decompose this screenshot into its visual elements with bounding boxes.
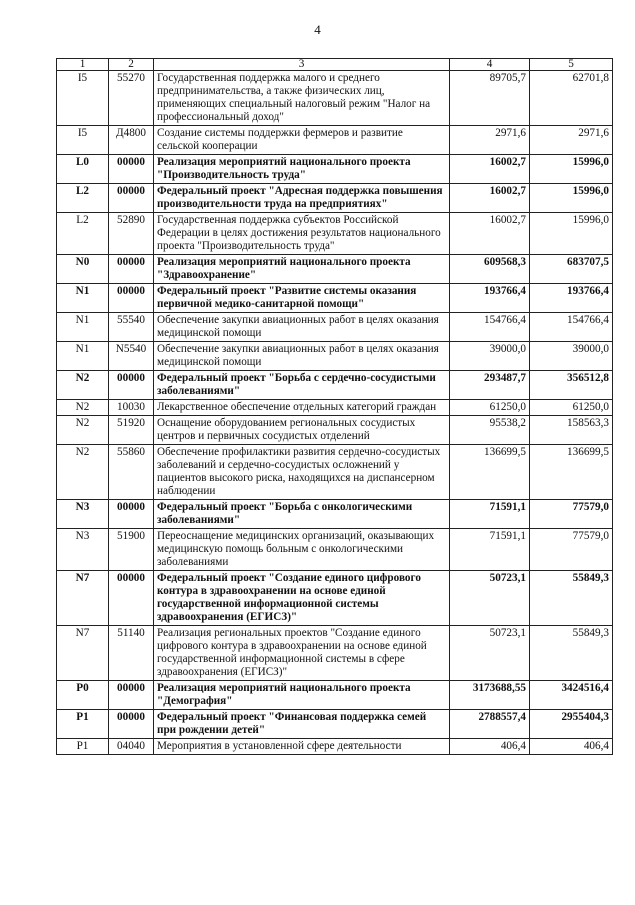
amount-year1-cell: 71591,1	[450, 529, 530, 571]
description-cell: Федеральный проект "Развитие системы оказания первичной медико-санитарной помощи"	[154, 284, 450, 313]
program-code-cell: N1	[57, 342, 109, 371]
column-header-1: 1	[57, 59, 109, 71]
description-cell: Государственная поддержка субъектов Российской Федерации в целях достижения результатов национального проекта "Производительность труда"	[154, 213, 450, 255]
amount-year2-cell: 683707,5	[530, 255, 613, 284]
description-cell: Создание системы поддержки фермеров и развитие сельской кооперации	[154, 126, 450, 155]
amount-year1-cell: 16002,7	[450, 155, 530, 184]
description-cell: Лекарственное обеспечение отдельных категорий граждан	[154, 400, 450, 416]
amount-year2-cell: 55849,3	[530, 626, 613, 681]
table-row	[57, 626, 613, 681]
description-cell: Федеральный проект "Создание единого цифрового контура в здравоохранении на основе единой государственной информационной системы здравоохранения (ЕГИСЗ)"	[154, 571, 450, 626]
budget-table	[56, 58, 613, 755]
program-code-cell: N0	[57, 255, 109, 284]
program-code-cell: N2	[57, 400, 109, 416]
direction-code-cell: 55270	[109, 71, 154, 126]
column-header-2: 2	[109, 59, 154, 71]
table-body	[57, 71, 613, 755]
table-row	[57, 400, 613, 416]
direction-code-cell: N5540	[109, 342, 154, 371]
direction-code-cell: 04040	[109, 739, 154, 755]
amount-year2-cell: 15996,0	[530, 184, 613, 213]
table-row	[57, 342, 613, 371]
direction-code-cell: 00000	[109, 155, 154, 184]
description-cell: Обеспечение профилактики развития сердечно-сосудистых заболеваний и сердечно-сосудистых осложнений у пациентов высокого риска, находящихся на диспансерном наблюдении	[154, 445, 450, 500]
amount-year1-cell: 136699,5	[450, 445, 530, 500]
amount-year2-cell: 77579,0	[530, 500, 613, 529]
amount-year1-cell: 193766,4	[450, 284, 530, 313]
amount-year1-cell: 50723,1	[450, 571, 530, 626]
amount-year1-cell: 95538,2	[450, 416, 530, 445]
direction-code-cell: 00000	[109, 371, 154, 400]
direction-code-cell: 00000	[109, 184, 154, 213]
description-cell: Оснащение оборудованием региональных сосудистых центров и первичных сосудистых отделений	[154, 416, 450, 445]
table-row	[57, 184, 613, 213]
header-row	[57, 59, 613, 71]
amount-year1-cell: 61250,0	[450, 400, 530, 416]
program-code-cell: L2	[57, 213, 109, 255]
direction-code-cell: 10030	[109, 400, 154, 416]
amount-year2-cell: 356512,8	[530, 371, 613, 400]
program-code-cell: N3	[57, 529, 109, 571]
program-code-cell: N7	[57, 626, 109, 681]
program-code-cell: L0	[57, 155, 109, 184]
table-row	[57, 213, 613, 255]
description-cell: Реализация региональных проектов "Создание единого цифрового контура в здравоохранении на основе единой государственной информационной системы в сфере здравоохранения (ЕГИСЗ)"	[154, 626, 450, 681]
program-code-cell: N2	[57, 371, 109, 400]
column-header-4: 4	[450, 59, 530, 71]
program-code-cell: N3	[57, 500, 109, 529]
description-cell: Государственная поддержка малого и среднего предпринимательства, а также физических лиц, применяющих специальный налоговый режим "Налог на профессиональный доход"	[154, 71, 450, 126]
amount-year2-cell: 77579,0	[530, 529, 613, 571]
amount-year1-cell: 609568,3	[450, 255, 530, 284]
description-cell: Федеральный проект "Борьба с онкологическими заболеваниями"	[154, 500, 450, 529]
amount-year1-cell: 89705,7	[450, 71, 530, 126]
amount-year1-cell: 39000,0	[450, 342, 530, 371]
column-header-5: 5	[530, 59, 613, 71]
table-row	[57, 371, 613, 400]
direction-code-cell: 00000	[109, 681, 154, 710]
amount-year2-cell: 3424516,4	[530, 681, 613, 710]
table-row	[57, 126, 613, 155]
amount-year2-cell: 15996,0	[530, 213, 613, 255]
program-code-cell: P1	[57, 739, 109, 755]
amount-year2-cell: 62701,8	[530, 71, 613, 126]
amount-year2-cell: 2955404,3	[530, 710, 613, 739]
program-code-cell: N2	[57, 445, 109, 500]
table-row	[57, 681, 613, 710]
table-row	[57, 710, 613, 739]
amount-year1-cell: 154766,4	[450, 313, 530, 342]
description-cell: Реализация мероприятий национального проекта "Демография"	[154, 681, 450, 710]
program-code-cell: I5	[57, 71, 109, 126]
amount-year2-cell: 193766,4	[530, 284, 613, 313]
amount-year1-cell: 71591,1	[450, 500, 530, 529]
description-cell: Обеспечение закупки авиационных работ в целях оказания медицинской помощи	[154, 342, 450, 371]
direction-code-cell: 51920	[109, 416, 154, 445]
direction-code-cell: 51140	[109, 626, 154, 681]
column-header-3: 3	[154, 59, 450, 71]
direction-code-cell: 00000	[109, 571, 154, 626]
direction-code-cell: 00000	[109, 500, 154, 529]
table-row	[57, 500, 613, 529]
description-cell: Мероприятия в установленной сфере деятельности	[154, 739, 450, 755]
amount-year2-cell: 136699,5	[530, 445, 613, 500]
table-row	[57, 416, 613, 445]
table-row	[57, 529, 613, 571]
description-cell: Переоснащение медицинских организаций, оказывающих медицинскую помощь больным с онкологическими заболеваниями	[154, 529, 450, 571]
program-code-cell: P0	[57, 681, 109, 710]
amount-year2-cell: 154766,4	[530, 313, 613, 342]
amount-year2-cell: 55849,3	[530, 571, 613, 626]
amount-year2-cell: 2971,6	[530, 126, 613, 155]
page-number: 4	[314, 22, 321, 37]
amount-year1-cell: 50723,1	[450, 626, 530, 681]
direction-code-cell: 00000	[109, 710, 154, 739]
direction-code-cell: 55860	[109, 445, 154, 500]
amount-year2-cell: 15996,0	[530, 155, 613, 184]
program-code-cell: L2	[57, 184, 109, 213]
amount-year1-cell: 406,4	[450, 739, 530, 755]
table-row	[57, 313, 613, 342]
amount-year2-cell: 39000,0	[530, 342, 613, 371]
table-row	[57, 155, 613, 184]
direction-code-cell: 00000	[109, 255, 154, 284]
amount-year2-cell: 61250,0	[530, 400, 613, 416]
description-cell: Реализация мероприятий национального проекта "Производительность труда"	[154, 155, 450, 184]
amount-year1-cell: 16002,7	[450, 184, 530, 213]
direction-code-cell: 00000	[109, 284, 154, 313]
amount-year2-cell: 406,4	[530, 739, 613, 755]
table-row	[57, 571, 613, 626]
table-row	[57, 445, 613, 500]
amount-year1-cell: 3173688,55	[450, 681, 530, 710]
amount-year1-cell: 2788557,4	[450, 710, 530, 739]
program-code-cell: N1	[57, 284, 109, 313]
table-row	[57, 739, 613, 755]
amount-year2-cell: 158563,3	[530, 416, 613, 445]
description-cell: Реализация мероприятий национального проекта "Здравоохранение"	[154, 255, 450, 284]
program-code-cell: P1	[57, 710, 109, 739]
program-code-cell: I5	[57, 126, 109, 155]
direction-code-cell: 52890	[109, 213, 154, 255]
table-row	[57, 255, 613, 284]
direction-code-cell: 55540	[109, 313, 154, 342]
amount-year1-cell: 2971,6	[450, 126, 530, 155]
table-row	[57, 284, 613, 313]
program-code-cell: N2	[57, 416, 109, 445]
amount-year1-cell: 16002,7	[450, 213, 530, 255]
program-code-cell: N1	[57, 313, 109, 342]
amount-year1-cell: 293487,7	[450, 371, 530, 400]
table-row	[57, 71, 613, 126]
direction-code-cell: Д4800	[109, 126, 154, 155]
description-cell: Федеральный проект "Адресная поддержка повышения производительности труда на предприятиях"	[154, 184, 450, 213]
description-cell: Федеральный проект "Финансовая поддержка семей при рождении детей"	[154, 710, 450, 739]
direction-code-cell: 51900	[109, 529, 154, 571]
description-cell: Обеспечение закупки авиационных работ в целях оказания медицинской помощи	[154, 313, 450, 342]
program-code-cell: N7	[57, 571, 109, 626]
description-cell: Федеральный проект "Борьба с сердечно-сосудистыми заболеваниями"	[154, 371, 450, 400]
